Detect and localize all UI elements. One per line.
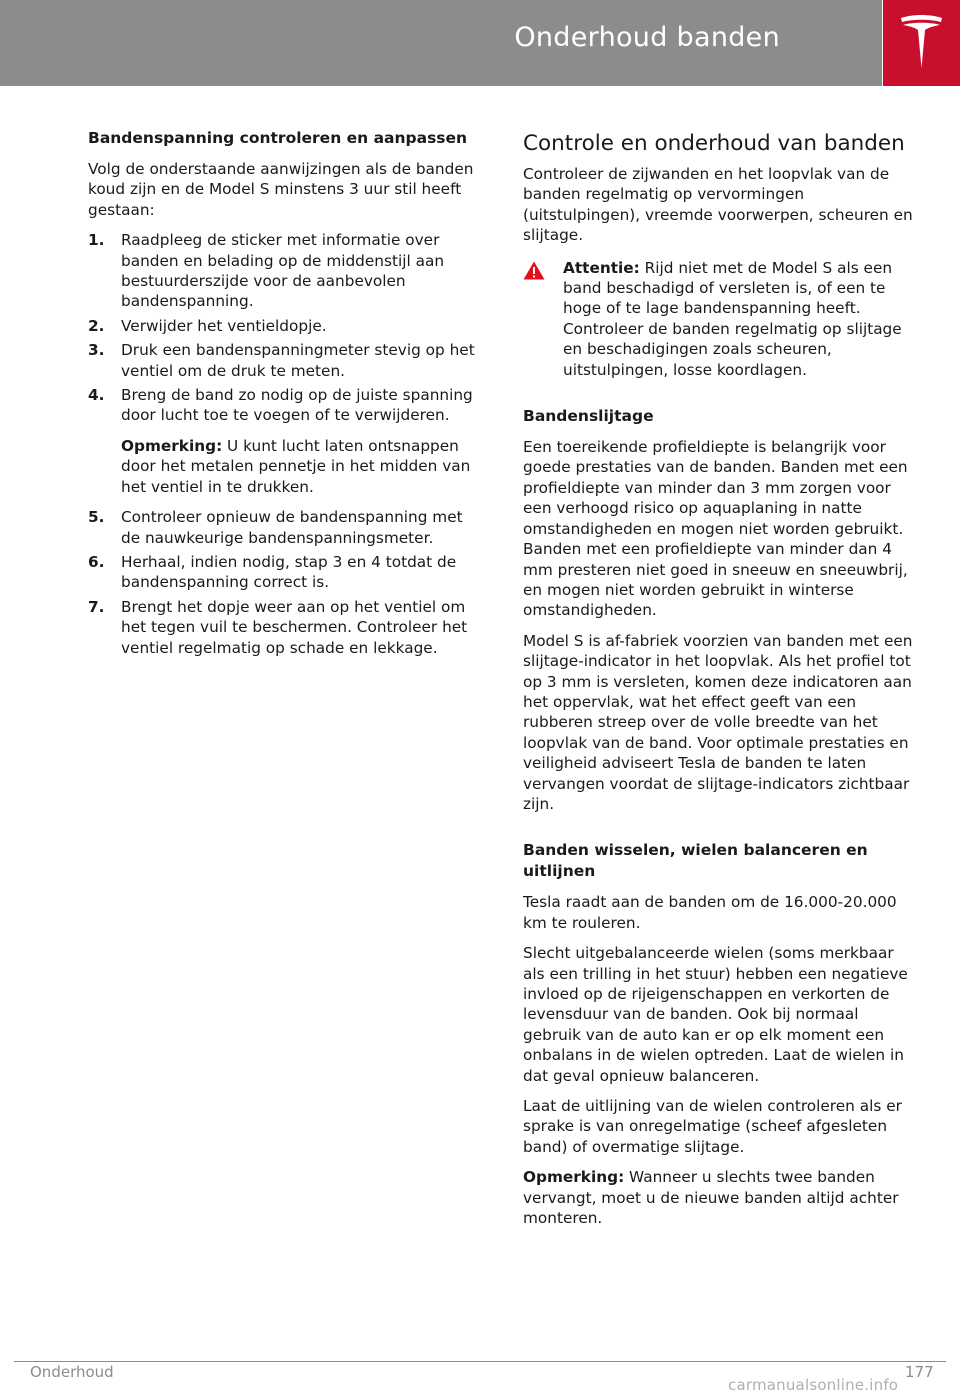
step-number: 5. — [88, 508, 105, 527]
header-bar — [0, 0, 882, 86]
right-column — [523, 128, 919, 1228]
list-item — [88, 597, 484, 658]
step-text: Verwijder het ventieldopje. — [121, 316, 327, 335]
list-item — [88, 230, 484, 312]
watermark: carmanualsonline.info — [728, 1376, 899, 1394]
section-heading-rotation: Banden wisselen, wielen balanceren en uitlijnen — [523, 841, 868, 881]
pressure-steps — [88, 230, 484, 658]
warning-body: Rijd niet met de Model S als een band beschadigd of versleten is, of een te hoge of te lage bandenspanning heeft. Controleer de banden regelmatig op slijtage en beschadigingen zoals scheuren, uitstulpingen, losse koordlagen. — [563, 258, 902, 379]
rotation-note — [523, 1167, 919, 1228]
step-number: 3. — [88, 341, 105, 360]
section-heading-pressure: Bandenspanning controleren en aanpassen — [88, 129, 468, 147]
step-text: Druk een bandenspanningmeter stevig op het ventiel om de druk te meten. — [121, 341, 475, 380]
list-item — [88, 340, 484, 381]
warning-triangle-icon — [523, 258, 563, 380]
note-text: U kunt lucht laten ontsnappen door het metalen pennetje in het midden van het ventiel in te drukken. — [121, 436, 471, 496]
step-text: Controleer opnieuw de bandenspanning met de nauwkeurige bandenspanningsmeter. — [121, 508, 463, 547]
rotation-paragraph-3: Laat de uitlijning van de wielen controleren als er sprake is van onregelmatige (scheef afgesleten band) of overmatige slijtage. — [523, 1097, 902, 1156]
step-text: Breng de band zo nodig op de juiste spanning door lucht toe te voegen of te verwijderen. — [121, 386, 473, 425]
wear-paragraph-1: Een toereikende profieldiepte is belangrijk voor goede prestaties van de banden. Banden met een profieldiepte van minder dan 3 mm zorgen voor een verhoogd risico op aquaplaning in natte omstandigheden en mogen niet worden gebruikt. Banden met een profieldiepte van minder dan 4 mm presteren niet goed in sneeuw en sneeuwbrij, en mogen niet worden gebruikt in winterse omstandigheden. — [523, 438, 908, 620]
step-text: Raadpleeg de sticker met informatie over banden en belading op de middenstijl aan bestuurderszijde voor de aanbevolen bandenspanning. — [121, 231, 445, 311]
list-item — [88, 552, 484, 593]
step-number: 6. — [88, 552, 105, 571]
rotation-paragraph-2: Slecht uitgebalanceerde wielen (soms merkbaar als een trilling in het stuur) hebben een negatieve invloed op de rijeigenschappen en verkorten de levensduur van de banden. Ook bij normaal gebruik van de auto kan er op elk moment een onbalans in de wielen optreden. Laat de wielen in dat geval opnieuw balanceren. — [523, 944, 908, 1085]
pressure-intro: Volg de onderstaande aanwijzingen als de banden koud zijn en de Model S minstens 3 uur stil heeft gestaan: — [88, 160, 474, 219]
footer-divider — [14, 1361, 946, 1362]
section-heading-inspection: Controle en onderhoud van banden — [523, 131, 905, 156]
warning-label: Attentie: — [563, 258, 640, 277]
list-item — [88, 507, 484, 548]
note-text: Wanneer u slechts twee banden vervangt, moet u de nieuwe banden altijd achter monteren. — [523, 1168, 899, 1228]
note-label: Opmerking: — [523, 1168, 625, 1187]
step-text: Brengt het dopje weer aan op het ventiel om het tegen vuil te beschermen. Controleer het ventiel regelmatig op schade en lekkage. — [121, 597, 468, 657]
wear-paragraph-2: Model S is af-fabriek voorzien van banden met een slijtage-indicator in het loopvlak. Als het profiel tot op 3 mm is versleten, komen deze indicatoren aan het oppervlak, wat het effect geeft van een rubberen streep over de volle breedte van het loopvlak van de band. Voor optimale prestaties en veiligheid adviseert Tesla de banden te laten vervangen voordat de slijtage-indicators zichtbaar zijn. — [523, 631, 913, 813]
list-item — [88, 316, 484, 336]
rotation-paragraph-1: Tesla raadt aan de banden om de 16.000-20.000 km te rouleren. — [523, 893, 897, 932]
warning-box — [523, 258, 919, 380]
footer-section-name: Onderhoud — [30, 1363, 114, 1381]
step-text: Herhaal, indien nodig, stap 3 en 4 totdat de bandenspanning correct is. — [121, 552, 457, 592]
step-number: 7. — [88, 597, 105, 616]
step-note — [121, 436, 484, 497]
step-number: 2. — [88, 316, 105, 335]
section-heading-wear: Bandenslijtage — [523, 407, 654, 426]
step-number: 4. — [88, 386, 105, 405]
left-column — [88, 128, 484, 662]
list-item — [88, 385, 484, 503]
page-title: Onderhoud banden — [514, 22, 780, 53]
warning-text — [563, 258, 919, 380]
note-label: Opmerking: — [121, 436, 223, 455]
step-number: 1. — [88, 231, 105, 250]
inspection-intro: Controleer de zijwanden en het loopvlak van de banden regelmatig op vervormingen (uitstulpingen), vreemde voorwerpen, scheuren en slijtage. — [523, 165, 913, 245]
logo-box — [883, 0, 960, 86]
tesla-logo-icon — [899, 14, 944, 70]
page-number: 177 — [905, 1363, 934, 1381]
